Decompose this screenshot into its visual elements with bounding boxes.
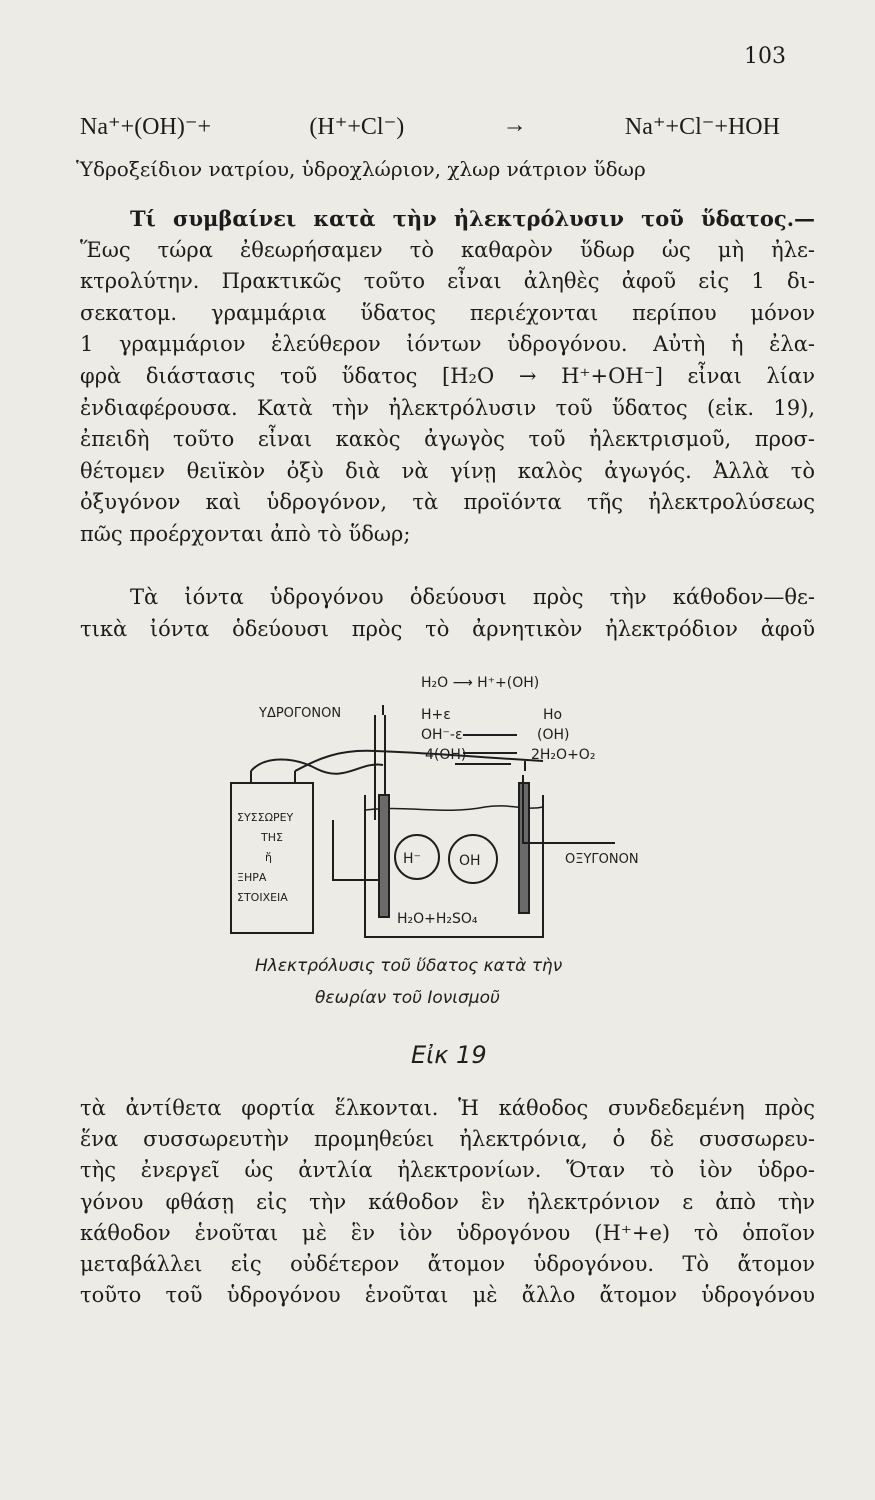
wire-negative xyxy=(251,760,383,774)
equation-part-acid: (H⁺+Cl⁻) xyxy=(309,114,405,140)
figure-eq-l2-right: Ho xyxy=(543,707,563,723)
text-line: μεταβάλλει εἰς οὐδέτερον ἄτομον ὑδρογόνου. Τὸ ἄτομον xyxy=(80,1252,815,1277)
figure-eq-l3-left: OH⁻-ε xyxy=(421,727,463,743)
text-line: Τὰ ἰόντα ὑδρογόνου ὁδεύουσι πρὸς τὴν κάθοδον—θε- xyxy=(130,585,815,609)
text-line: ἐνδιαφέρουσα. Κατὰ τὴν ἠλεκτρόλυσιν τοῦ ὕδατος (εἰκ. 19), xyxy=(80,395,815,420)
battery-box xyxy=(231,783,313,933)
text-line: τὰ ἀντίθετα φορτία ἕλκονται. Ἡ κάθοδος συνδεδεμένη πρὸς xyxy=(80,1096,815,1120)
figure-electrolysis-diagram xyxy=(225,665,685,1085)
battery-line-5: ΣΤΟΙΧΕΙΑ xyxy=(237,891,288,904)
figure-eq-l4-right: 2H₂O+O₂ xyxy=(531,747,596,763)
figure-eq-l4-left: 4(OH) xyxy=(425,747,467,763)
battery-line-4: ΞΗΡΑ xyxy=(237,871,267,884)
caption-line-1: Ηλεκτρόλυσις τοῦ ὕδατος κατὰ τὴν xyxy=(255,956,563,976)
text-line: Ἕως τώρα ἐθεωρήσαμεν τὸ καθαρὸν ὕδωρ ὡς μὴ ἠλε- xyxy=(80,237,815,262)
text-line: ἐπειδὴ τοῦτο εἶναι κακὸς ἀγωγὸς τοῦ ἠλεκτρισμοῦ, προσ- xyxy=(80,427,815,452)
caption-line-2: θεωρίαν τοῦ Ιονισμοῦ xyxy=(315,988,500,1008)
page-number: 103 xyxy=(744,44,786,69)
equation-names: Ὑδροξείδιον νατρίου, ὑδροχλώριον, χλωρ νάτριον ὕδωρ xyxy=(76,157,646,181)
paragraph-electrolysis xyxy=(80,203,815,551)
text-line: πῶς προέρχονται ἀπὸ τὸ ὕδωρ; xyxy=(80,521,411,546)
equation-part-products: Na⁺+Cl⁻+HOH xyxy=(624,114,780,140)
figure-eq-top: H₂O ⟶ H⁺+(OH) xyxy=(421,675,540,691)
text-line: κτρολύτην. Πρακτικῶς τοῦτο εἶναι ἀληθὲς ἀφοῦ εἰς 1 δι- xyxy=(80,269,815,294)
equation-arrow: → xyxy=(502,112,527,138)
text-line: τικὰ ἰόντα ὁδεύουσι πρὸς τὸ ἀρνητικὸν ἠλεκτρόδιον ἀφοῦ xyxy=(80,616,815,641)
figure-eq-l3-right: (OH) xyxy=(537,727,570,743)
oxygen-outlet xyxy=(523,775,615,843)
battery-line-2: ΤΗΣ xyxy=(261,831,283,844)
text-line: θέτομεν θειϊκὸν ὀξὺ διὰ νὰ γίνῃ καλὸς ἀγωγός. Ἀλλὰ τὸ xyxy=(80,458,815,483)
battery-line-3: ἤ xyxy=(265,851,272,864)
text-line: φρὰ διάστασις τοῦ ὕδατος [H₂O → H⁺+OH⁻] εἶναι λίαν xyxy=(80,363,815,388)
figure-number: Εἰκ 19 xyxy=(411,1041,487,1069)
section-heading: Τί συμβαίνει κατὰ τὴν ἠλεκτρόλυσιν τοῦ ὕδατος.— xyxy=(130,206,815,231)
neutralization-equation xyxy=(80,112,780,141)
text-line: κάθοδον ἑνοῦται μὲ ἓν ἰὸν ὑδρογόνου (H⁺+e) τὸ ὁποῖον xyxy=(80,1220,815,1245)
solution-label: H₂O+H₂SO₄ xyxy=(397,911,478,927)
text-line: γόνου φθάσῃ εἰς τὴν κάθοδον ἓν ἠλεκτρόνιον ε ἀπὸ τὴν xyxy=(80,1189,815,1214)
label-oxygen: ΟΞΥΓΟΝΟΝ xyxy=(565,852,639,867)
figure-eq-l2-left: H+ε xyxy=(421,707,451,723)
hydrogen-outlet xyxy=(333,820,385,880)
text-line: ὀξυγόνον καὶ ὑδρογόνον, τὰ προϊόντα τῆς ἠλεκτρολύσεως xyxy=(80,490,815,515)
equation-part-base: Na⁺+(OH)⁻+ xyxy=(80,114,212,140)
text-line: ἕνα συσσωρευτὴν προμηθεύει ἠλεκτρόνια, ὁ δὲ συσσωρευ- xyxy=(80,1127,815,1152)
text-line: τοῦτο τοῦ ὑδρογόνου ἑνοῦται μὲ ἄλλο ἄτομον ὑδρογόνου xyxy=(80,1283,815,1308)
liquid-surface xyxy=(365,806,543,810)
ion-hydroxide-label: OH xyxy=(459,853,481,869)
electrolysis-drawing xyxy=(225,665,685,1085)
text-line: 1 γραμμάριον ἐλεύθερον ἰόντων ὑδρογόνου. Αὐτὴ ἡ ἐλα- xyxy=(80,332,815,357)
ion-hydrogen-label: H⁻ xyxy=(403,851,421,867)
paragraph-cathode xyxy=(80,1093,815,1311)
label-hydrogen: ΥΔΡΟΓΟΝΟΝ xyxy=(259,706,342,721)
text-line: τὴς ἐνεργεῖ ὡς ἀντλία ἠλεκτρονίων. Ὅταν τὸ ἰὸν ὑδρο- xyxy=(80,1158,815,1183)
cathode xyxy=(379,795,389,917)
paragraph-ions xyxy=(80,582,815,645)
text-line: σεκατομ. γραμμάρια ὕδατος περιέχονται περίπου μόνον xyxy=(80,300,815,325)
battery-line-1: ΣΥΣΣΩΡΕΥ xyxy=(237,811,294,824)
